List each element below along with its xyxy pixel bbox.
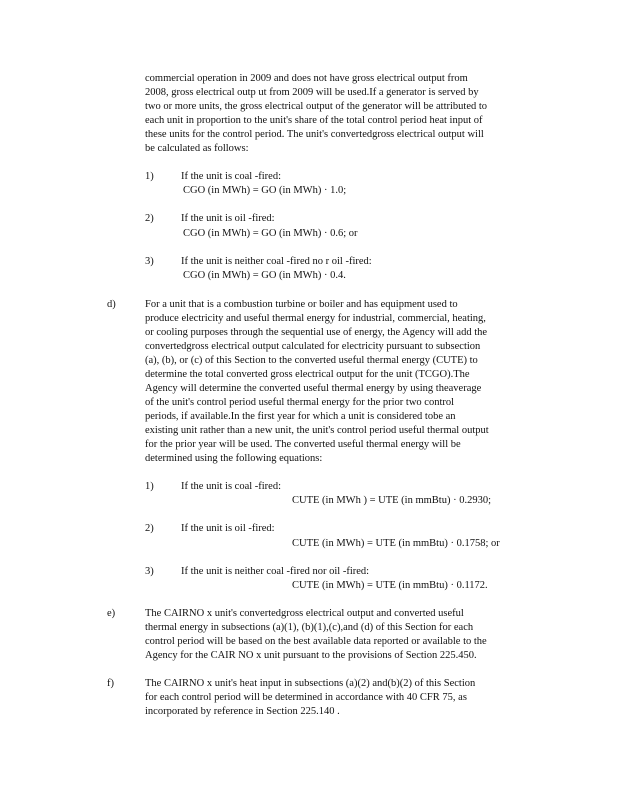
text-line: for each control period will be determined in accordance with 40 CFR 75, as	[145, 692, 467, 703]
text-line: periods, if available.In the first year for which a unit is considered tobe an	[145, 411, 456, 422]
text-line: these units for the control period. The unit's convertedgross electrical output will	[145, 129, 484, 140]
item-condition: If the unit is neither coal -fired nor oil -fired:	[181, 566, 370, 577]
text-line: be calculated as follows:	[145, 143, 249, 154]
text-line: produce electricity and useful thermal energy for industrial, commercial, heating,	[145, 313, 486, 324]
text-line: for the prior year will be used. The converted useful thermal energy will be	[145, 439, 461, 450]
text-line: each unit in proportion to the unit's share of the total control period heat input of	[145, 115, 483, 126]
item-number: 1)	[145, 481, 154, 492]
item-condition: If the unit is oil -fired:	[181, 523, 275, 534]
item-equation: CGO (in MWh) = GO (in MWh) · 1.0;	[183, 185, 347, 196]
item-condition: If the unit is neither coal -fired no r oil -fired:	[181, 256, 372, 267]
item-condition: If the unit is oil -fired:	[181, 213, 275, 224]
section-marker: d)	[107, 299, 116, 310]
item-equation: CGO (in MWh) = GO (in MWh) · 0.4.	[183, 270, 346, 281]
text-line: existing unit rather than a new unit, the unit's control period useful thermal output	[145, 425, 489, 436]
text-line: 2008, gross electrical outp ut from 2009 will be used.If a generator is served by	[145, 87, 479, 98]
text-line: The CAIRNO x unit's heat input in subsections (a)(2) and(b)(2) of this Section	[145, 678, 476, 689]
item-equation: CGO (in MWh) = GO (in MWh) · 0.6; or	[183, 228, 358, 239]
text-line: thermal energy in subsections (a)(1), (b)(1),(c),and (d) of this Section for each	[145, 622, 474, 633]
text-line: commercial operation in 2009 and does not have gross electrical output from	[145, 73, 468, 84]
text-line: For a unit that is a combustion turbine or boiler and has equipment used to	[145, 299, 458, 310]
text-line: control period will be based on the best available data reported or available to the	[145, 636, 487, 647]
text-line: or cooling purposes through the sequential use of energy, the Agency will add the	[145, 327, 488, 338]
item-equation: CUTE (in MWh) = UTE (in mmBtu) · 0.1172.	[292, 580, 488, 591]
item-number: 3)	[145, 256, 154, 267]
item-equation: CUTE (in MWh) = UTE (in mmBtu) · 0.1758; or	[292, 538, 500, 549]
text-line: Agency will determine the converted useful thermal energy by using theaverage	[145, 383, 482, 394]
text-line: incorporated by reference in Section 225.140 .	[145, 706, 340, 717]
item-number: 3)	[145, 566, 154, 577]
text-line: convertedgross electrical output calculated for electricity pursuant to subsection	[145, 341, 481, 352]
text-line: of the unit's control period useful thermal energy for the prior two control	[145, 397, 455, 408]
text-line: The CAIRNO x unit's convertedgross electrical output and converted useful	[145, 608, 464, 619]
text-line: determined using the following equations:	[145, 453, 323, 464]
item-number: 1)	[145, 171, 154, 182]
item-number: 2)	[145, 523, 154, 534]
text-line: Agency for the CAIR NO x unit pursuant to the provisions of Section 225.450.	[145, 650, 477, 661]
item-equation: CUTE (in MWh ) = UTE (in mmBtu) · 0.2930;	[292, 495, 491, 506]
item-number: 2)	[145, 213, 154, 224]
text-line: two or more units, the gross electrical output of the generator will be attributed to	[145, 101, 488, 112]
section-marker: e)	[107, 608, 116, 619]
item-condition: If the unit is coal -fired:	[181, 481, 282, 492]
text-line: (a), (b), or (c) of this Section to the converted useful thermal energy (CUTE) to	[145, 355, 478, 366]
section-marker: f)	[107, 678, 114, 689]
item-condition: If the unit is coal -fired:	[181, 171, 282, 182]
text-line: determine the total converted gross electrical output for the unit (TCGO).The	[145, 369, 470, 380]
